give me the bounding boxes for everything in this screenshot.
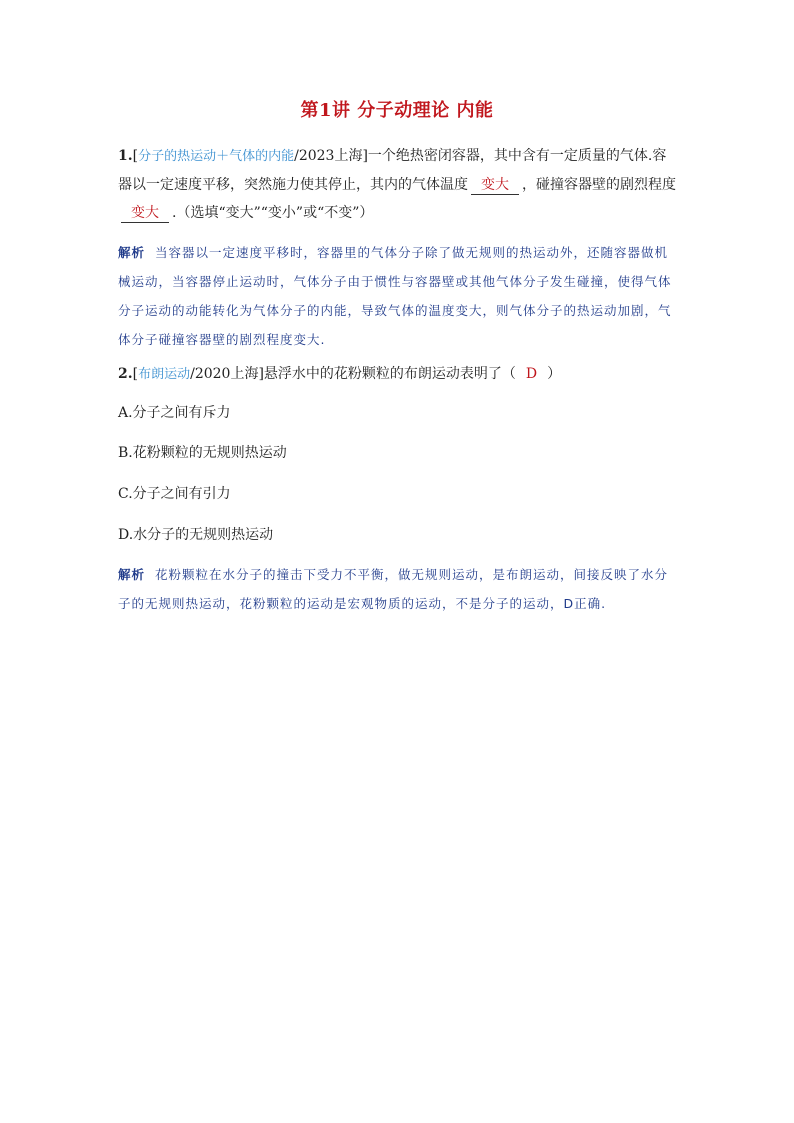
question-2-option-d: D.水分子的无规则热运动 [118,527,274,543]
question-1-text-b: ，碰撞容器壁的剧烈程度 [522,177,676,193]
question-2-text-b: ） [547,366,562,382]
question-2-option-b: B.花粉颗粒的无规则热运动 [118,445,287,461]
question-1 [118,142,678,227]
question-2-analysis-text: 花粉颗粒在水分子的撞击下受力不平衡，做无规则运动，是布朗运动，间接反映了水分子的无规则热运动，花粉颗粒的运动是宏观物质的运动，不是分子的运动，D正确. [118,567,669,611]
question-2 [118,360,678,389]
question-1-analysis-label: 解析 [118,245,146,260]
question-1-blank-1: 变大 [471,176,519,195]
question-1-source: /2023上海] [294,148,368,164]
question-1-text-c: .（选填“变大”“变小”或“不变”） [172,205,374,221]
question-2-analysis [118,560,678,618]
question-2-topic-tag: 布朗运动 [138,367,191,382]
question-2-option-c: C.分子之间有引力 [118,486,231,502]
question-2-number: 2. [118,366,133,382]
question-2-answer: D [525,366,538,382]
question-1-number: 1. [118,148,133,164]
question-1-bracket: [ [132,148,139,164]
question-2-analysis-label: 解析 [118,567,146,582]
question-2-bracket: [ [132,366,139,382]
lesson-title: 第1讲 分子动理论 内能 [300,100,494,121]
question-2-source: /2020上海] [190,366,264,382]
question-1-topic-tag: 分子的热运动＋气体的内能 [138,149,295,164]
question-1-analysis-text: 当容器以一定速度平移时，容器里的气体分子除了做无规则的热运动外，还随容器做机械运动，当容器停止运动时，气体分子由于惯性与容器壁或其他气体分子发生碰撞，使得气体分子运动的动能转化为气体分子的内能，导致气体的温度变大，则气体分子的热运动加剧，气体分子碰撞容器壁的剧烈程度变大. [118,245,672,347]
question-1-blank-2: 变大 [121,204,169,223]
question-1-analysis [118,238,678,354]
question-2-option-a: A.分子之间有斥力 [118,405,231,421]
question-1-text-a: 一个绝热密闭容器，其中含有一定质量的气体.容器以一定速度平移，突然施力使其停止，其内的气体温度 [118,148,667,193]
question-2-text-a: 悬浮水中的花粉颗粒的布朗运动表明了（ [263,366,516,382]
